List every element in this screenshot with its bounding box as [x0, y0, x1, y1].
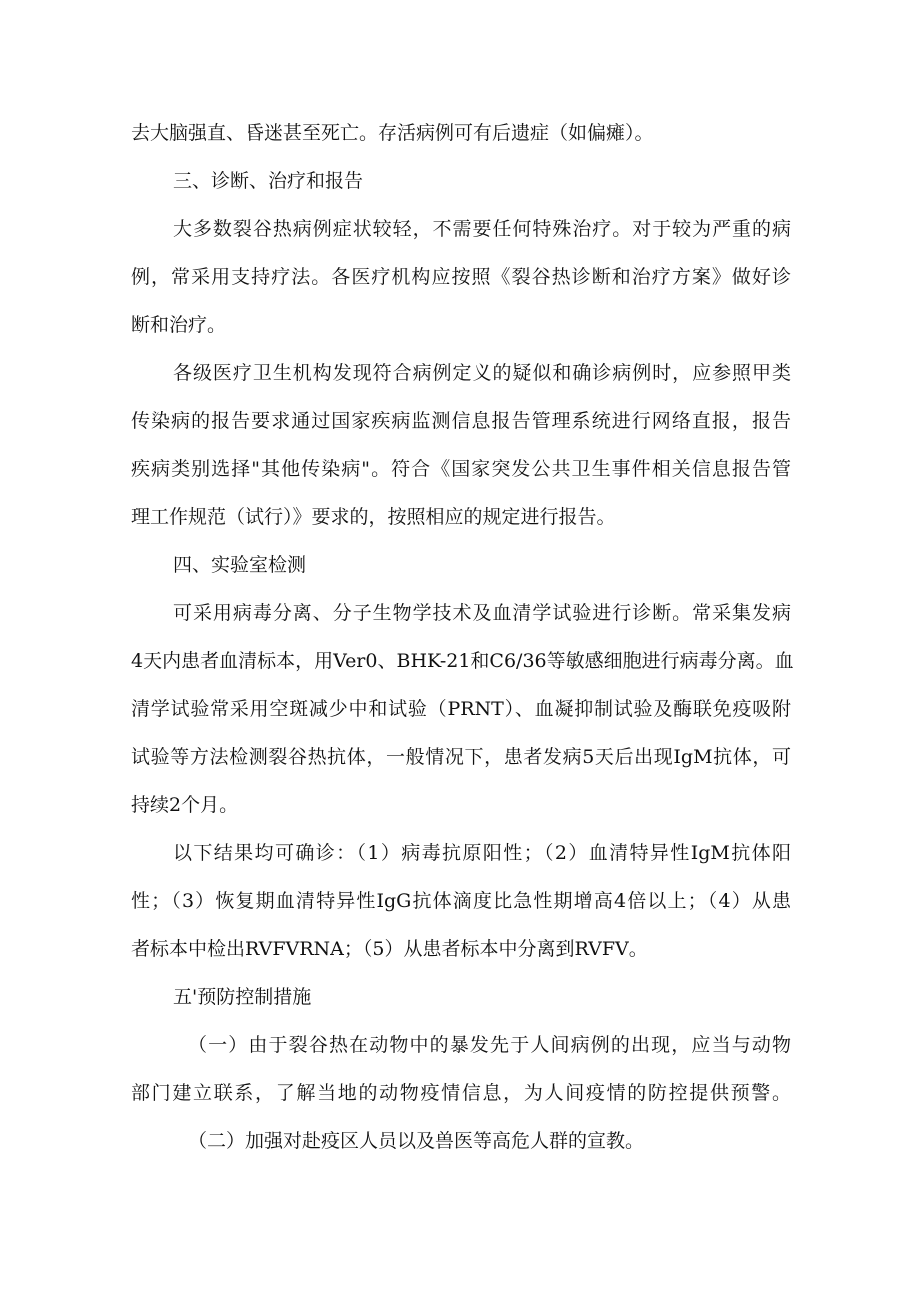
paragraph-line: 可采用病毒分离、分子生物学技术及血清学试验进行诊断。常采集发病 — [173, 602, 791, 624]
paragraph-line: 断和治疗。 — [131, 314, 227, 336]
paragraph-line: 以下结果均可确诊：（1）病毒抗原阳性；（2）血清特异性IgM抗体阳 — [173, 842, 791, 864]
section-heading-5: 五'预防控制措施 — [173, 986, 312, 1008]
section-heading-3: 三、诊断、治疗和报告 — [173, 170, 364, 192]
paragraph-line: 4天内患者血清标本，用Ver0、BHK-21和C6/36等敏感细胞进行病毒分离。血 — [131, 650, 794, 672]
paragraph-line: 清学试验常采用空斑减少中和试验（PRNT）、血凝抑制试验及酶联免疫吸附 — [131, 698, 791, 720]
paragraph-line: 大多数裂谷热病例症状较轻，不需要任何特殊治疗。对于较为严重的病 — [173, 218, 791, 240]
section-heading-4: 四、实验室检测 — [173, 554, 307, 576]
paragraph-line: 持续2个月。 — [131, 794, 239, 816]
paragraph-line: 去大脑强直、昏迷甚至死亡。存活病例可有后遗症（如偏瘫）。 — [131, 122, 654, 144]
paragraph-line: 性；（3）恢复期血清特异性IgG抗体滴度比急性期增高4倍以上；（4）从患 — [131, 890, 791, 912]
paragraph-line: （一）由于裂谷热在动物中的暴发先于人间病例的出现，应当与动物 — [188, 1034, 791, 1056]
paragraph-line: 各级医疗卫生机构发现符合病例定义的疑似和确诊病例时，应参照甲类 — [173, 362, 791, 384]
paragraph-line: 传染病的报告要求通过国家疾病监测信息报告管理系统进行网络直报，报告 — [131, 410, 791, 432]
paragraph-line: 试验等方法检测裂谷热抗体，一般情况下，患者发病5天后出现IgM抗体，可 — [131, 746, 791, 768]
paragraph-line: 者标本中检出RVFVRNA；（5）从患者标本中分离到RVFV。 — [131, 938, 648, 960]
paragraph-line: （二）加强对赴疫区人员以及兽医等高危人群的宣教。 — [188, 1130, 645, 1152]
paragraph-line: 例，常采用支持疗法。各医疗机构应按照《裂谷热诊断和治疗方案》做好诊 — [131, 266, 791, 288]
paragraph-line: 理工作规范（试行）》要求的，按照相应的规定进行报告。 — [131, 506, 616, 528]
paragraph-line: 部门建立联系，了解当地的动物疫情信息，为人间疫情的防控提供预警。 — [131, 1082, 791, 1104]
paragraph-line: 疾病类别选择"其他传染病"。符合《国家突发公共卫生事件相关信息报告管 — [131, 458, 791, 480]
